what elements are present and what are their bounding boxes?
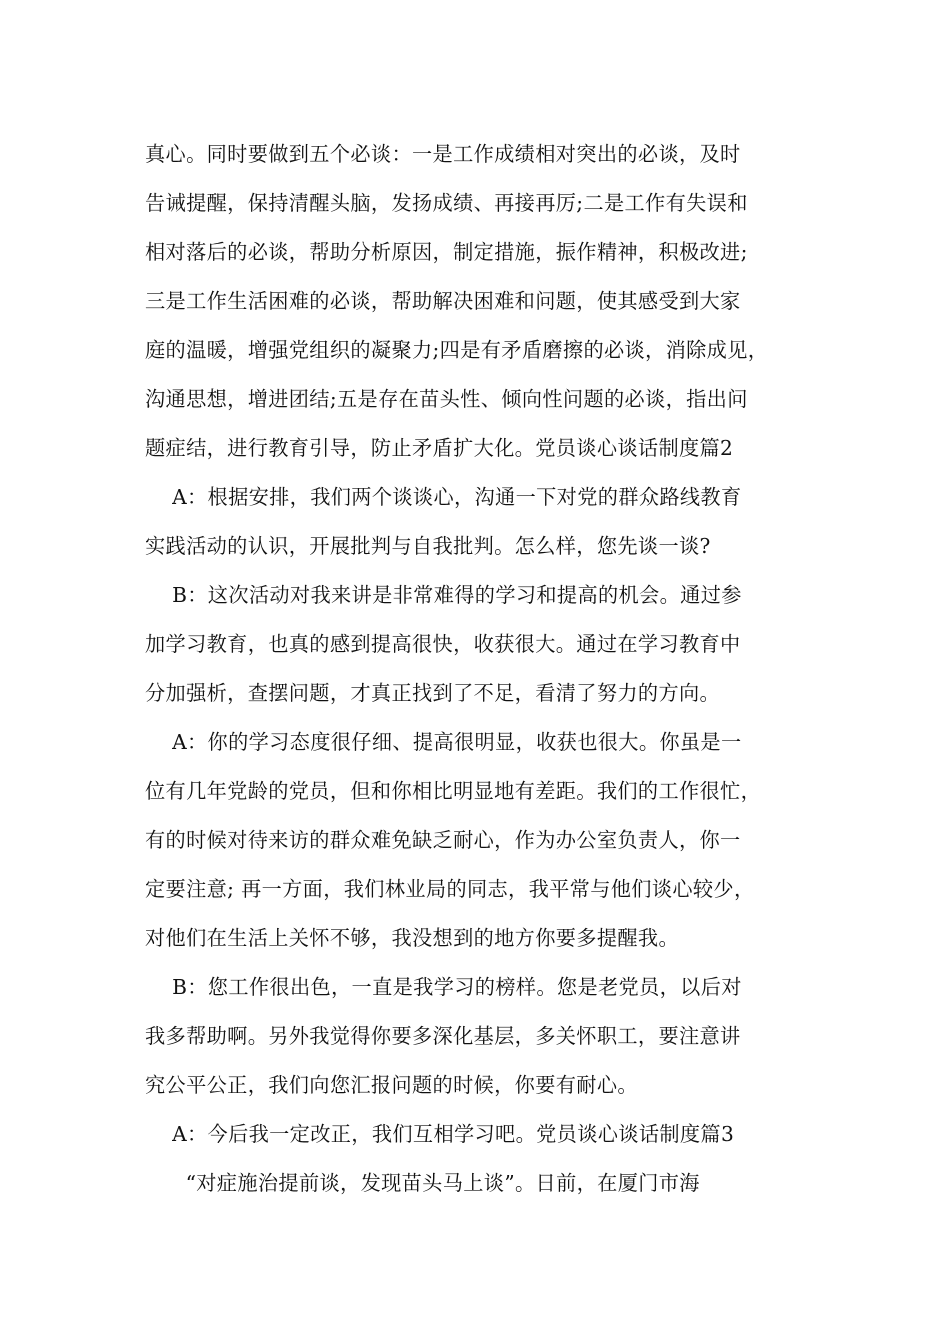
document-body: [145, 130, 810, 1208]
text-line: 沟通思想，增进团结;五是存在苗头性、倾向性问题的必谈，指出问: [145, 387, 748, 411]
text-line: 庭的温暖，增强党组织的凝聚力;四是有矛盾磨擦的必谈，消除成见，: [145, 338, 769, 362]
text-line: 加学习教育，也真的感到提高很快，收获很大。通过在学习教育中: [145, 632, 741, 656]
text-line: 位有几年党龄的党员，但和你相比明显地有差距。我们的工作很忙，: [145, 779, 762, 803]
text-line: B：这次活动对我来讲是非常难得的学习和提高的机会。通过参: [145, 583, 742, 607]
text-line: 相对落后的必谈，帮助分析原因，制定措施，振作精神，积极改进;: [145, 240, 748, 264]
text-line: 分加强析，查摆问题，才真正找到了不足，看清了努力的方向。: [145, 681, 721, 705]
text-line: A：根据安排，我们两个谈谈心，沟通一下对党的群众路线教育: [145, 485, 742, 509]
text-line: B：您工作很出色，一直是我学习的榜样。您是老党员，以后对: [145, 975, 742, 999]
text-line: 究公平公正，我们向您汇报问题的时候，你要有耐心。: [145, 1073, 638, 1097]
text-line: 三是工作生活困难的必谈，帮助解决困难和问题，使其感受到大家: [145, 289, 741, 313]
text-line: A：今后我一定改正，我们互相学习吧。党员谈心谈话制度篇3: [145, 1122, 735, 1146]
text-line: 对他们在生活上关怀不够，我没想到的地方你要多提醒我。: [145, 926, 679, 950]
text-line: 有的时候对待来访的群众难免缺乏耐心，作为办公室负责人，你一: [145, 828, 741, 852]
text-line: 真心。同时要做到五个必谈：一是工作成绩相对突出的必谈，及时: [145, 142, 741, 166]
text-line: 定要注意; 再一方面，我们林业局的同志，我平常与他们谈心较少，: [145, 877, 755, 901]
text-line: 我多帮助啊。另外我觉得你要多深化基层，多关怀职工，要注意讲: [145, 1024, 741, 1048]
text-line: 实践活动的认识，开展批判与自我批判。怎么样，您先谈一谈?: [145, 534, 711, 558]
text-line: 题症结，进行教育引导，防止矛盾扩大化。党员谈心谈话制度篇2: [145, 436, 734, 460]
text-line: A：你的学习态度很仔细、提高很明显，收获也很大。你虽是一: [145, 730, 742, 754]
text-line: 告诫提醒，保持清醒头脑，发扬成绩、再接再厉;二是工作有失误和: [145, 191, 748, 215]
text-line: “对症施治提前谈，发现苗头马上谈”。日前，在厦门市海: [145, 1171, 700, 1195]
